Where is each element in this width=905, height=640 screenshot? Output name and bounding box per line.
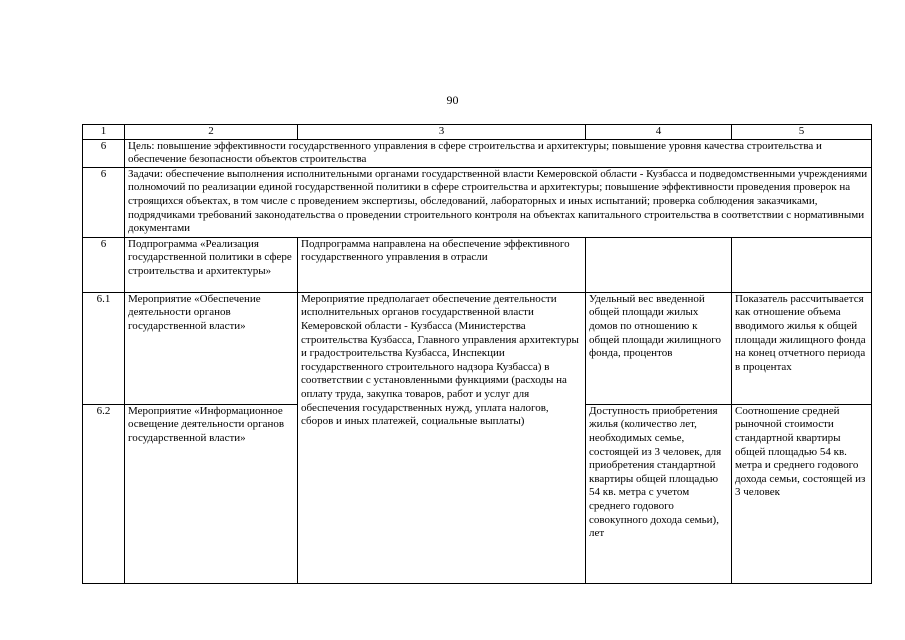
page-number: 90 <box>446 93 459 107</box>
row-6-2-method: Соотношение средней рыночной стоимости стандартной квартиры общей площадью 54 кв. метра и среднего годового дохода семьи, состоящей из 3 человек <box>732 404 872 583</box>
subprogram-row-number: 6 <box>83 237 125 292</box>
subprogram-row <box>83 237 872 292</box>
shared-description: Мероприятие предполагает обеспечение деятельности исполнительных органов государственной власти Кемеровской области - Кузбасса (Министерства строительства Кузбасса, Главного управления архитектуры и градостроительства Кузбасса, Инспекции государственного строительного надзора Кузбасса) в соответствии с установленными функциями (расходы на оплату труда, закупка товаров, работ и услуг для обеспечения государственных нужд, уплата налогов, сборов и иных платежей, социальные выплаты) <box>298 292 586 583</box>
row-6-1-number: 6.1 <box>83 292 125 404</box>
table-row-6-1 <box>83 292 872 404</box>
table-header-row <box>83 125 872 140</box>
row-6-1-indicator: Удельный вес введенной общей площади жилых домов по отношению к общей площади жилищного фонда, процентов <box>586 292 732 404</box>
tasks-text: Задачи: обеспечение выполнения исполнительными органами государственной власти Кемеровской области - Кузбасса и подведомственными учреждениями полномочий по реализации единой государственной политики в сфере строительства и архитектуры; повышение эффективности проведения проверок на строящихся объектах, в том числе с проведением экспертизы, обследований, лабораторных и иных испытаний; проверка соблюдения заказчиками, подрядчиками требований законодательства о проведении строительного контроля на объектах капитального строительства в соответствии с нормативными документами <box>125 167 872 237</box>
header-col-1: 1 <box>83 125 125 140</box>
tasks-row <box>83 167 872 237</box>
header-col-5: 5 <box>732 125 872 140</box>
tasks-row-number: 6 <box>83 167 125 237</box>
subprogram-name: Подпрограмма «Реализация государственной политики в сфере строительства и архитектуры» <box>125 237 298 292</box>
row-6-1-name: Мероприятие «Обеспечение деятельности органов государственной власти» <box>125 292 298 404</box>
row-6-2-number: 6.2 <box>83 404 125 583</box>
goal-row-number: 6 <box>83 139 125 167</box>
goal-text: Цель: повышение эффективности государственного управления в сфере строительства и архитектуры; повышение уровня качества строительства и обеспечение безопасности объектов строительства <box>125 139 872 167</box>
subprogram-indicator <box>586 237 732 292</box>
header-col-2: 2 <box>125 125 298 140</box>
subprogram-method <box>732 237 872 292</box>
goal-row <box>83 139 872 167</box>
header-col-4: 4 <box>586 125 732 140</box>
row-6-2-indicator: Доступность приобретения жилья (количество лет, необходимых семье, состоящей из 3 человек, для приобретения стандартной квартиры общей площадью 54 кв. метра с учетом среднего годового совокупного дохода семьи), лет <box>586 404 732 583</box>
row-6-2-name: Мероприятие «Информационное освещение деятельности органов государственной власти» <box>125 404 298 583</box>
header-col-3: 3 <box>298 125 586 140</box>
row-6-1-method: Показатель рассчитывается как отношение объема вводимого жилья к общей площади жилищного фонда на конец отчетного периода в процентах <box>732 292 872 404</box>
subprogram-description: Подпрограмма направлена на обеспечение эффективного государственного управления в отрасли <box>298 237 586 292</box>
program-table <box>82 124 872 584</box>
